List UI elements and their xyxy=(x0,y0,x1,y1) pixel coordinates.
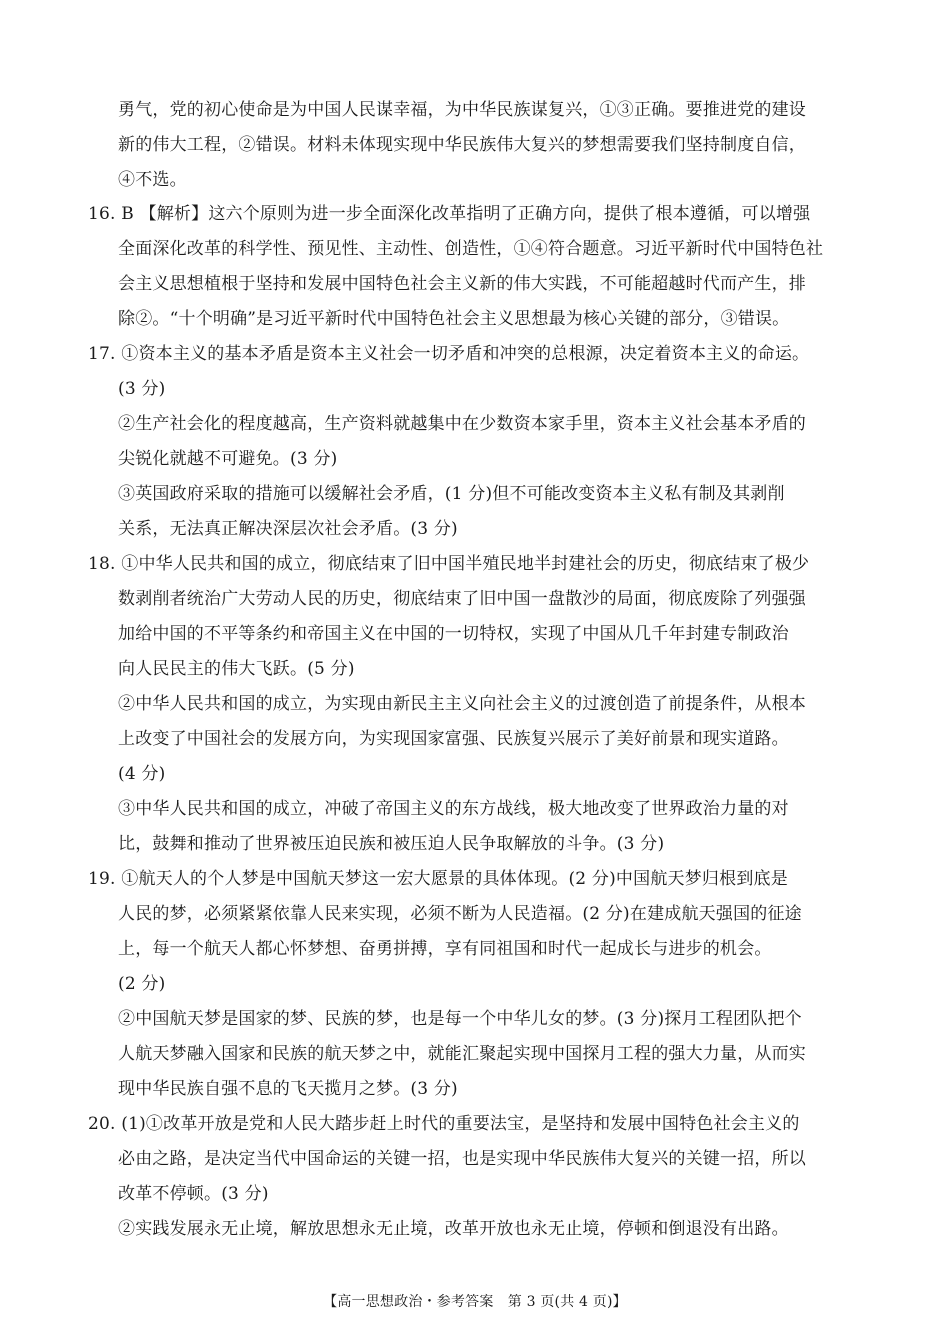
text-line: (4 分) xyxy=(118,764,166,784)
text-line: 全面深化改革的科学性、预见性、主动性、创造性，①④符合题意。习近平新时代中国特色社 xyxy=(118,239,824,259)
text-line: 现中华民族自强不息的飞天揽月之梦。(3 分) xyxy=(118,1079,458,1099)
question-19-line: 19. ①航天人的个人梦是中国航天梦这一宏大愿景的具体体现。(2 分)中国航天梦归根到底是 xyxy=(88,869,788,889)
text-line: 会主义思想植根于坚持和发展中国特色社会主义新的伟大实践，不可能超越时代而产生，排 xyxy=(118,274,806,294)
text-line: ②生产社会化的程度越高，生产资料就越集中在少数资本家手里，资本主义社会基本矛盾的 xyxy=(118,414,806,434)
text-line: 上改变了中国社会的发展方向，为实现国家富强、民族复兴展示了美好前景和现实道路。 xyxy=(118,729,789,749)
text-line: 必由之路，是决定当代中国命运的关键一招，也是实现中华民族伟大复兴的关键一招，所以 xyxy=(118,1149,806,1169)
text-line: 人民的梦，必须紧紧依靠人民来实现，必须不断为人民造福。(2 分)在建成航天强国的征途 xyxy=(118,904,802,924)
text-line: 向人民民主的伟大飞跃。(5 分) xyxy=(118,659,355,679)
text-line: 除②。“十个明确”是习近平新时代中国特色社会主义思想最为核心关键的部分，③错误。 xyxy=(118,309,790,329)
question-18-line: 18. ①中华人民共和国的成立，彻底结束了旧中国半殖民地半封建社会的历史，彻底结束了极少 xyxy=(88,554,810,574)
question-17-line: 17. ①资本主义的基本矛盾是资本主义社会一切矛盾和冲突的总根源，决定着资本主义的命运。 xyxy=(88,344,810,364)
text-line: 关系，无法真正解决深层次社会矛盾。(3 分) xyxy=(118,519,458,539)
text-line: 改革不停顿。(3 分) xyxy=(118,1184,269,1204)
text-line: 尖锐化就越不可避免。(3 分) xyxy=(118,449,338,469)
text-line: ③英国政府采取的措施可以缓解社会矛盾，(1 分)但不可能改变资本主义私有制及其剥削 xyxy=(118,484,785,504)
text-line: 勇气，党的初心使命是为中国人民谋幸福，为中华民族谋复兴，①③正确。要推进党的建设 xyxy=(118,100,806,120)
text-line: (2 分) xyxy=(118,974,166,994)
text-line: ④不选。 xyxy=(118,170,187,190)
text-line: ②实践发展永无止境，解放思想永无止境，改革开放也永无止境，停顿和倒退没有出路。 xyxy=(118,1219,789,1239)
page-footer: 【高一思想政治・参考答案 第 3 页(共 4 页)】 xyxy=(323,1294,627,1310)
text-line: 加给中国的不平等条约和帝国主义在中国的一切特权，实现了中国从几千年封建专制政治 xyxy=(118,624,789,644)
text-line: 上，每一个航天人都心怀梦想、奋勇拼搏，享有同祖国和时代一起成长与进步的机会。 xyxy=(118,939,772,959)
text-line: (3 分) xyxy=(118,379,166,399)
text-line: 人航天梦融入国家和民族的航天梦之中，就能汇聚起实现中国探月工程的强大力量，从而实 xyxy=(118,1044,806,1064)
text-line: ③中华人民共和国的成立，冲破了帝国主义的东方战线，极大地改变了世界政治力量的对 xyxy=(118,799,789,819)
text-line: ②中华人民共和国的成立，为实现由新民主主义向社会主义的过渡创造了前提条件，从根本 xyxy=(118,694,806,714)
question-20-line: 20. (1)①改革开放是党和人民大踏步赶上时代的重要法宝，是坚持和发展中国特色社会主义的 xyxy=(88,1114,800,1134)
text-line: 新的伟大工程，②错误。材料未体现实现中华民族伟大复兴的梦想需要我们坚持制度自信， xyxy=(118,135,806,155)
text-line: 数剥削者统治广大劳动人民的历史，彻底结束了旧中国一盘散沙的局面，彻底废除了列强强 xyxy=(118,589,806,609)
text-line: 比，鼓舞和推动了世界被压迫民族和被压迫人民争取解放的斗争。(3 分) xyxy=(118,834,665,854)
text-line: ②中国航天梦是国家的梦、民族的梦，也是每一个中华儿女的梦。(3 分)探月工程团队把个 xyxy=(118,1009,802,1029)
question-16-line: 16. B 【解析】这六个原则为进一步全面深化改革指明了正确方向，提供了根本遵循，可以增强 xyxy=(88,204,811,224)
